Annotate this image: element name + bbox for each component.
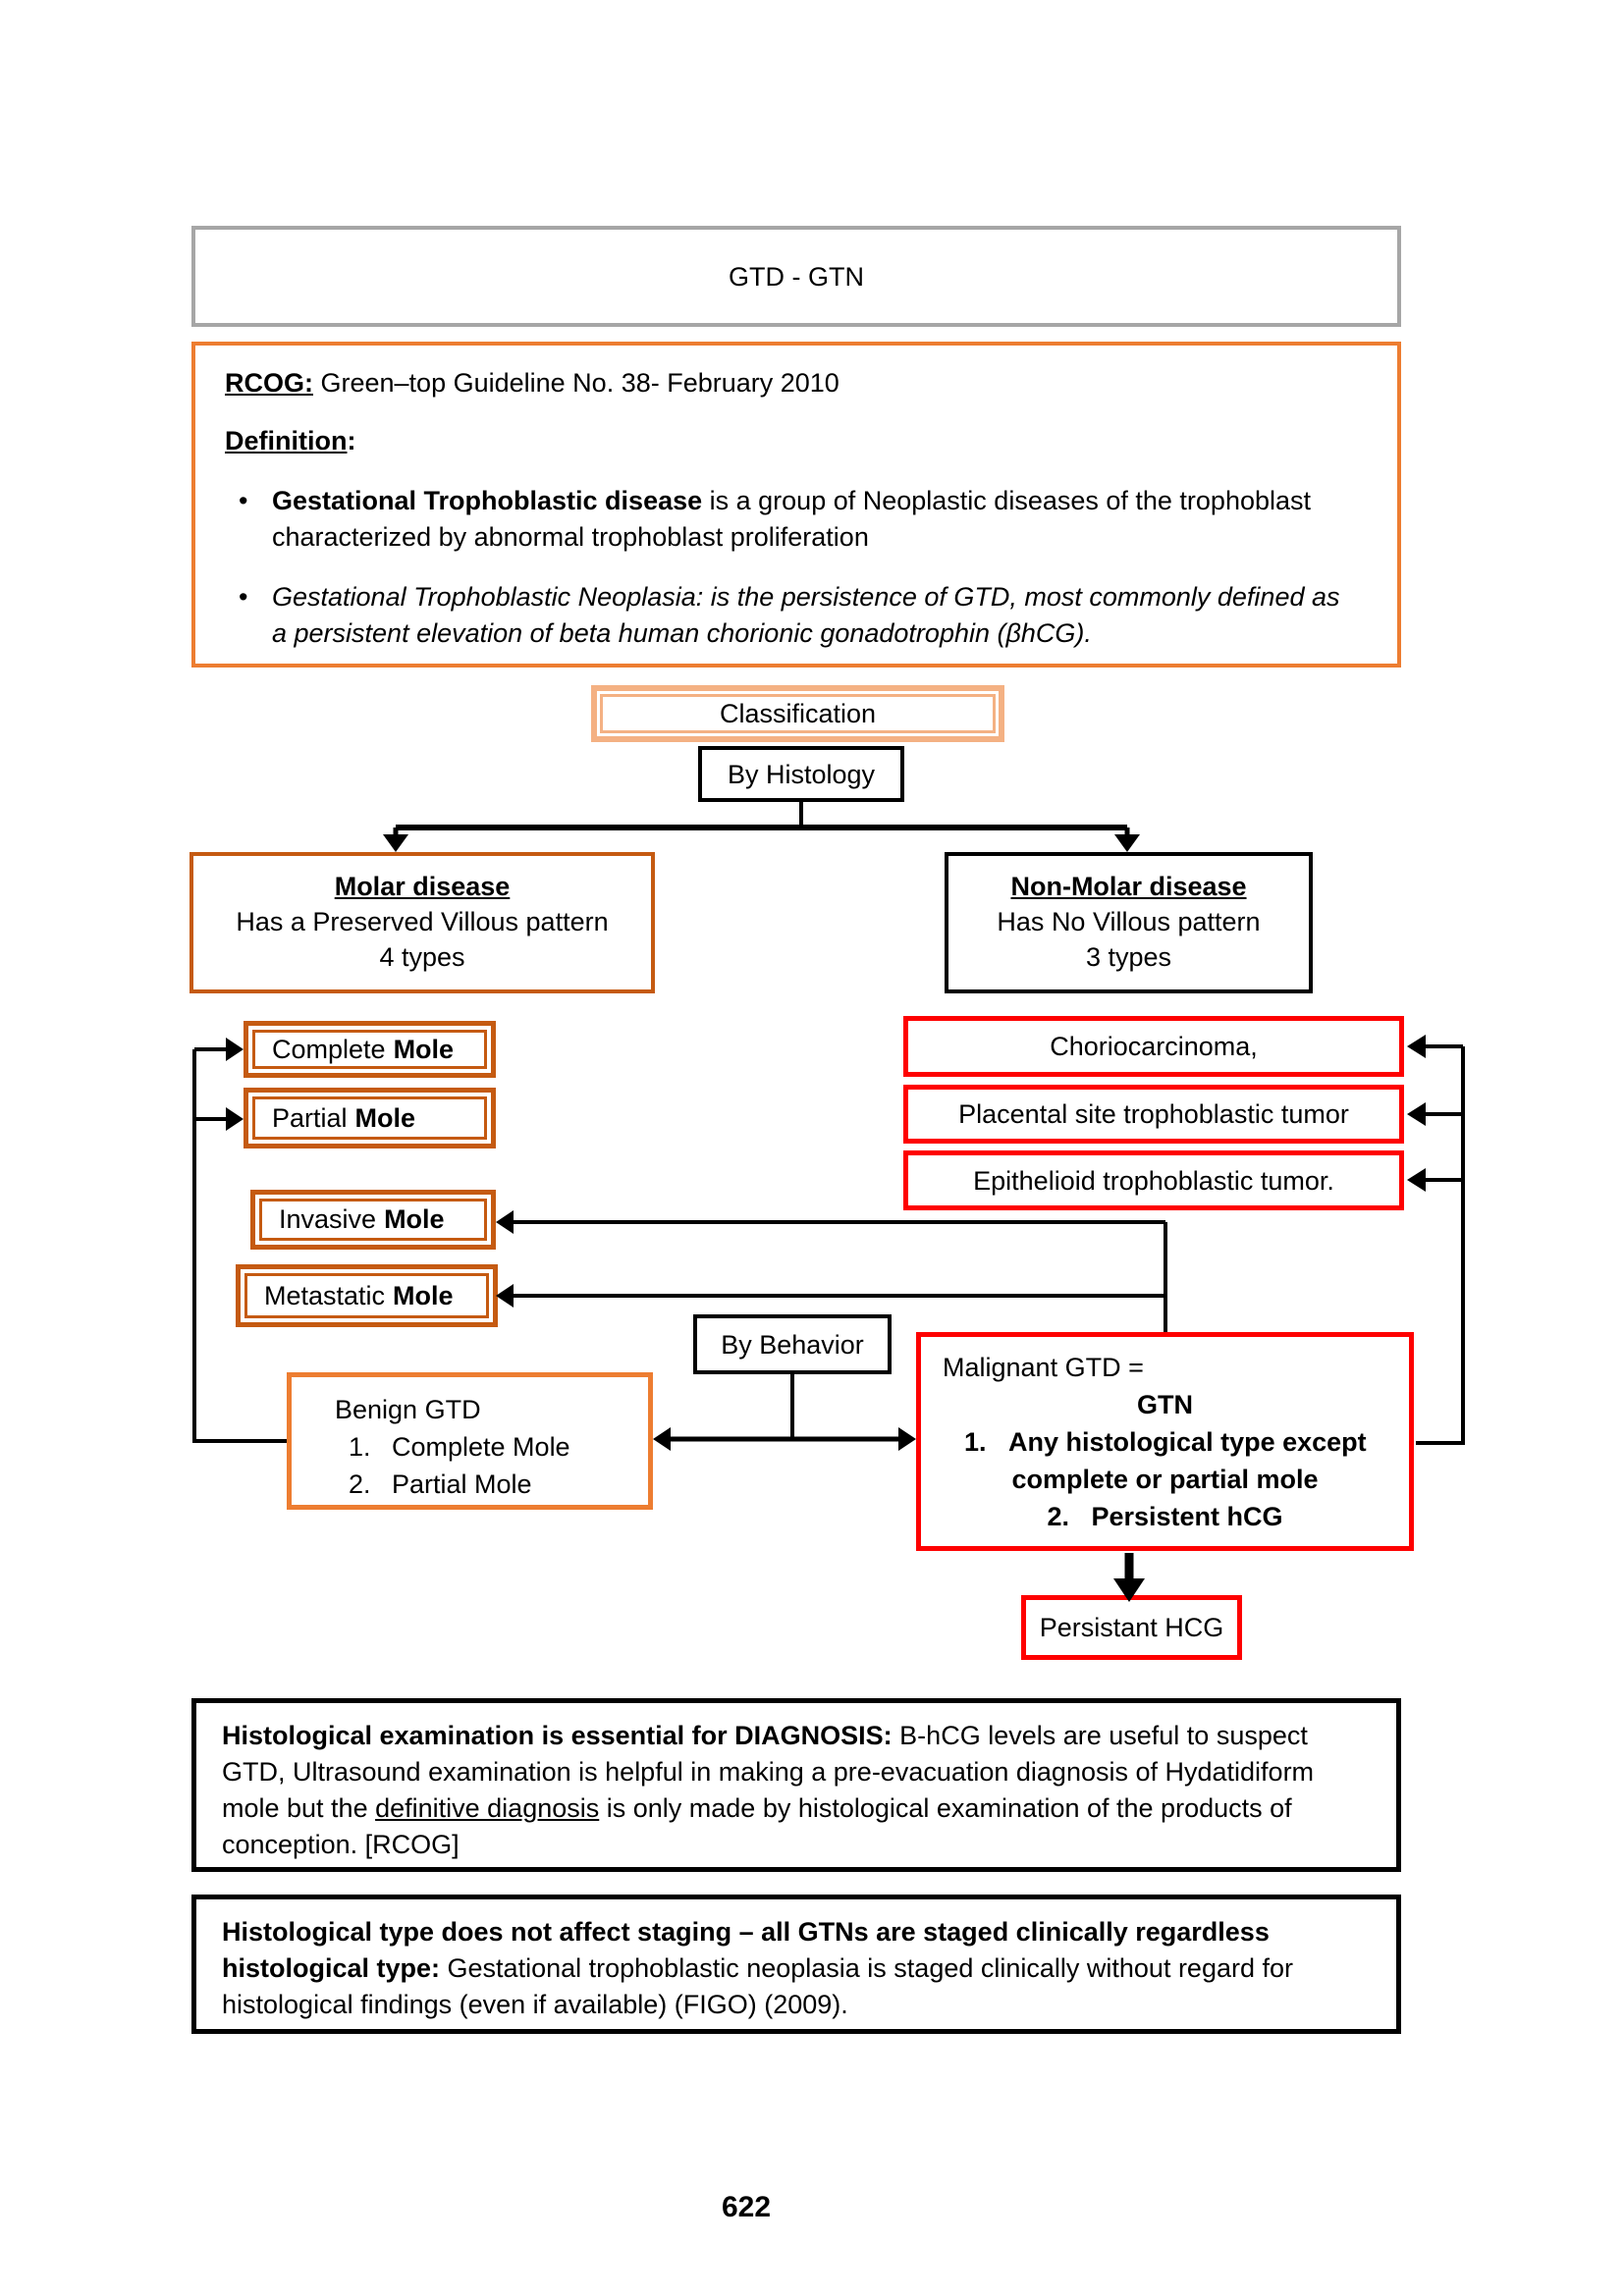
arrowhead-to-non-molar-icon xyxy=(1114,834,1140,852)
diagnosis-note-bold: Histological examination is essential for DIAGNOSIS: xyxy=(222,1721,893,1750)
non-molar-line2: Has No Villous pattern xyxy=(997,907,1261,936)
benign-item-1-number: 1. xyxy=(349,1432,371,1462)
diagnosis-note-text xyxy=(196,1703,1396,1878)
malignant-item-2 xyxy=(943,1498,1387,1535)
arrowhead-to-malignant-icon xyxy=(898,1427,916,1451)
by-histology-box xyxy=(698,746,904,802)
choriocarcinoma-label: Choriocarcinoma, xyxy=(1050,1032,1258,1061)
rcog-definition-box xyxy=(191,342,1401,667)
arrowhead-to-partial-mole-icon xyxy=(226,1107,244,1131)
malignant-line1: Malignant GTD = xyxy=(943,1353,1144,1382)
staging-note-rest: Gestational trophoblastic neoplasia is staged clinically without regard for histological findings (even if available) (FIGO) (2009). xyxy=(222,1953,1294,2019)
staging-note-bold: Histological type does not affect staging – all GTNs are staged clinically regardless histological type: xyxy=(222,1917,1270,1983)
placental-site-tumor-box xyxy=(903,1085,1404,1144)
arrowhead-to-invasive-mole-icon xyxy=(496,1210,514,1234)
metastatic-mole-box xyxy=(236,1264,498,1327)
molar-line3: 4 types xyxy=(379,942,465,972)
malignant-item-1a xyxy=(943,1423,1387,1461)
choriocarcinoma-box xyxy=(903,1016,1404,1077)
benign-item-2 xyxy=(335,1466,648,1503)
complete-mole-suffix: Mole xyxy=(393,1034,455,1064)
non-molar-line3: 3 types xyxy=(1085,942,1172,972)
gtd-definition-rest: is a group of Neoplastic diseases of the trophoblast characterized by abnormal trophoblast proliferation xyxy=(272,486,1312,552)
by-behavior-label: By Behavior xyxy=(721,1329,864,1360)
arrowhead-to-placental-icon xyxy=(1407,1102,1426,1126)
benign-item-1 xyxy=(335,1428,648,1466)
page-number: 622 xyxy=(721,2191,772,2223)
molar-line2: Has a Preserved Villous pattern xyxy=(236,907,609,936)
arrowhead-to-benign-icon xyxy=(653,1427,671,1451)
definition-colon: : xyxy=(347,426,356,455)
bullet-icon: • xyxy=(239,582,248,612)
placental-site-tumor-label: Placental site trophoblastic tumor xyxy=(958,1099,1349,1129)
rcog-heading xyxy=(225,365,1368,401)
definition-label: Definition xyxy=(225,426,348,455)
epithelioid-tumor-label: Epithelioid trophoblastic tumor. xyxy=(973,1165,1334,1196)
arrowhead-to-epithelioid-icon xyxy=(1407,1168,1426,1192)
invasive-mole-box xyxy=(250,1190,496,1250)
partial-mole-box xyxy=(244,1088,496,1148)
arrowhead-to-metastatic-mole-icon xyxy=(496,1284,514,1308)
title-box xyxy=(191,226,1401,327)
diagnosis-note-part2: B-hCG levels are useful to suspect GTD, Ultrasound examination is helpful in making a pre-evacuation diagnosis of Hydatidiform mole but the xyxy=(222,1721,1315,1823)
malignant-gtn-label: GTN xyxy=(1137,1390,1193,1419)
connector-malignant-spine xyxy=(1416,1046,1463,1443)
metastatic-mole-suffix: Mole xyxy=(393,1280,454,1310)
malignant-item-1a-text: Any histological type except xyxy=(1008,1427,1367,1457)
definition-bullet-gtd xyxy=(225,483,1368,556)
molar-title: Molar disease xyxy=(334,872,511,901)
by-histology-label: By Histology xyxy=(727,759,876,789)
bullet-icon: • xyxy=(239,486,248,515)
definition-bullet-gtn xyxy=(225,579,1368,652)
molar-disease-box xyxy=(189,852,655,993)
definition-heading xyxy=(225,423,1368,459)
non-molar-title: Non-Molar disease xyxy=(1010,872,1247,901)
rcog-label: RCOG: xyxy=(225,368,313,398)
partial-mole-name: Partial xyxy=(272,1102,348,1133)
malignant-item-2-text: Persistent hCG xyxy=(1091,1502,1283,1531)
partial-mole-suffix: Mole xyxy=(354,1102,416,1133)
complete-mole-box xyxy=(244,1021,496,1078)
arrowhead-to-molar-icon xyxy=(383,834,408,852)
gtd-definition-bold: Gestational Trophoblastic disease xyxy=(272,486,703,515)
diagnosis-note-box xyxy=(191,1698,1401,1872)
benign-title: Benign GTD xyxy=(335,1395,481,1424)
invasive-mole-suffix: Mole xyxy=(384,1204,445,1234)
persistant-hcg-box xyxy=(1021,1595,1242,1660)
epithelioid-tumor-box xyxy=(903,1150,1404,1210)
classification-box xyxy=(591,685,1004,742)
arrowhead-to-complete-mole-icon xyxy=(226,1038,244,1061)
invasive-mole-name: Invasive xyxy=(279,1204,377,1234)
benign-item-1-label: Complete Mole xyxy=(392,1432,570,1462)
persistant-hcg-label: Persistant HCG xyxy=(1039,1613,1224,1642)
benign-item-2-label: Partial Mole xyxy=(392,1469,532,1499)
malignant-item-1b: complete or partial mole xyxy=(1011,1465,1319,1494)
gtn-definition-text: Gestational Trophoblastic Neoplasia: is the persistence of GTD, most commonly defined as a persistent elevation of beta human chorionic gonadotrophin (βhCG). xyxy=(272,582,1340,648)
benign-item-2-number: 2. xyxy=(349,1469,371,1499)
malignant-gtd-box xyxy=(916,1332,1414,1551)
malignant-item-2-number: 2. xyxy=(1047,1502,1069,1531)
staging-note-text xyxy=(196,1899,1396,2038)
page-title: GTD - GTN xyxy=(729,261,864,292)
by-behavior-box xyxy=(693,1314,892,1374)
benign-gtd-box xyxy=(287,1372,653,1510)
gtd-definition-text xyxy=(272,483,1368,556)
complete-mole-name: Complete xyxy=(272,1034,386,1064)
metastatic-mole-name: Metastatic xyxy=(264,1280,386,1310)
arrowhead-to-choriocarcinoma-icon xyxy=(1407,1035,1426,1058)
diagnosis-note-part3: is only made by histological examination of the products of conception. [RCOG] xyxy=(222,1793,1292,1859)
non-molar-disease-box xyxy=(945,852,1313,993)
malignant-item-1-number: 1. xyxy=(964,1427,987,1457)
connector-branch-drops xyxy=(396,828,1127,834)
staging-note-box xyxy=(191,1895,1401,2034)
classification-label: Classification xyxy=(719,699,877,728)
diagnosis-note-underlined: definitive diagnosis xyxy=(375,1793,600,1823)
rcog-heading-text: Green–top Guideline No. 38- February 2010 xyxy=(313,368,839,398)
